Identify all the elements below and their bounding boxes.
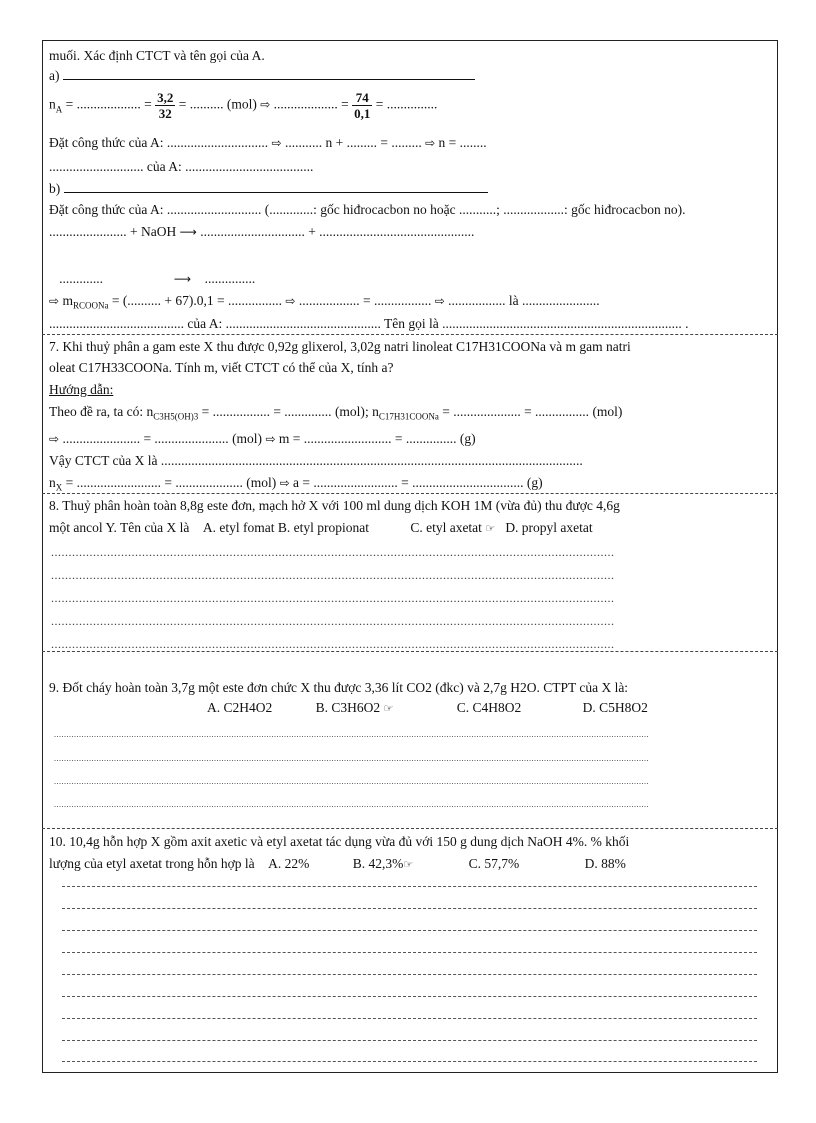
ten-goi-label: Tên gọi là [384,316,439,331]
gram-unit: (g) [526,475,543,490]
fraction-3-2-32 [155,90,175,121]
naoh-row: ....................... + NaOH ⟶ ............................... + .............................................. [49,224,475,239]
frac-den: 0,1 [354,106,371,121]
answer-line [62,1040,757,1041]
n-eq: n = [438,135,457,150]
answer-dots: ................................................................................................................................................................. [51,568,615,582]
ten-row: ............................ của A: ...................................... [49,159,314,174]
m-eq: m = [278,431,301,446]
section-divider [42,651,778,652]
q10-option-c: C. 57,7% [468,856,520,871]
q10-line-2 [49,855,626,874]
mol-unit: (mol) [334,404,365,419]
section-divider [42,493,778,494]
answer-line [62,952,757,953]
q7-m-row: ⇨ ....................... = ...................... (mol) ⇨ m = .......................... = ............... (g) [49,431,476,446]
right-arrow-icon: ⟶ [179,225,197,239]
mol-unit: (mol) [592,404,623,419]
answer-dots: ................................................................................................................................................................. [51,545,615,559]
arrow-icon: ⇨ [285,294,296,308]
glixerol-sub: C3H5(OH)3 [153,411,199,422]
answer-line [62,1018,757,1019]
q7-vay-row: Vậy CTCT của X là ............................................................................................................................. [49,453,583,468]
q9-line-1: 9. Đốt cháy hoàn toàn 3,7g một este đơn chức X thu được 3,36 lít CO2 (đkc) và 2,7g H2O. CTPT của X là: [49,680,629,695]
answer-check-icon: ☞ [485,522,496,535]
right-arrow-icon: ⟶ [173,272,192,286]
answer-dots: .............................................................................................................................................................................................................................................. [54,800,649,809]
q9-options [207,699,648,718]
na-row: $n_A$ = ................... = $\frac{3,2}{32}$ = .......... (mol) ⇨ ................... = $\frac{74}{0,1}$ = ............... [49,90,438,121]
answer-dots: .............................................................................................................................................................................................................................................. [54,730,649,739]
answer-line [62,930,757,931]
mol-unit: (mol) [232,431,263,446]
nx-sub: X [55,482,63,493]
la-text: là [508,293,519,308]
q9-option-a: A. C2H4O2 [207,700,273,715]
frac-num: 74 [352,90,372,106]
reaction-row: ............. ⟶ ............... [49,271,256,286]
answer-check-icon: ☞ [383,702,394,715]
vay-label: Vậy CTCT của X là [49,453,158,468]
part-a-label: a) [49,68,60,83]
part-a [49,67,475,85]
answer-line [64,180,488,193]
q10-option-d: D. 88% [584,856,626,871]
q10-prefix: lượng của etyl axetat trong hỗn hợp là [49,856,255,871]
q8-option-d: D. propyl axetat [505,520,593,535]
cua-a: của A: [146,159,182,174]
answer-line [62,974,757,975]
cua-a: của A: [187,316,223,331]
q8-line-2 [49,519,593,538]
ten-goi-row: ........................................ của A: .............................................. Tên gọi là ....................................................................... . [49,316,689,331]
q10-line-1: 10. 10,4g hỗn hợp X gồm axit axetic và etyl axetat tác dụng vừa đủ với 150 g dung dịch NaOH 4%. % khối [49,834,630,849]
intro-line: muối. Xác định CTCT và tên gọi của A. [49,48,265,63]
q8-line-1: 8. Thuỷ phân hoàn toàn 8,8g este đơn, mạch hở X với 100 ml dung dịch KOH 1M (vừa đủ) thu được 4,6g [49,498,620,513]
goc-row: Đặt công thức của A: ............................ (.............: gốc hiđrocacbon no hoặc ...........; ..................: gốc hiđrocacbon no). [49,202,686,217]
fraction-74-0-1 [352,90,372,121]
answer-dots: ................................................................................................................................................................. [51,614,615,628]
theo-de-label: Theo đề ra, ta có: n [49,404,154,419]
answer-check-icon: ☞ [403,858,414,871]
q7-line-1: 7. Khi thuỷ phân a gam este X thu được 0,92g glixerol, 3,02g natri linoleat C17H31COONa và m gam natri [49,339,631,354]
answer-line [62,886,757,887]
answer-dots: ................................................................................................................................................................. [51,637,615,651]
answer-line [62,1061,757,1062]
q7-guide: Hướng dẫn: [49,382,114,397]
q7-nx-row: $n_X$ = ......................... = .................... (mol) ⇨ a = ......................... = ................................. (g) [49,475,543,493]
part-b-label: b) [49,181,61,196]
frac-num: 3,2 [157,90,174,105]
m-label: m [62,293,73,308]
linoleat-sub: C17H31COONa [378,411,439,422]
arrow-icon: ⇨ [265,432,276,446]
q8-option-c: C. etyl axetat [410,520,482,535]
q10-option-b: B. 42,3% [352,856,404,871]
m-row: ⇨ $m_{RCOONa}$ = (.......... + 67).0,1 = ................ ⇨ .................. = ................. ⇨ ................. là ....................... [49,293,600,311]
frac-den: 32 [158,106,172,121]
ct-row: Đặt công thức của A: .............................. ⇨ ........... n + ......... = ......... ⇨ n = ........ [49,135,487,150]
a-eq: a = [293,475,311,490]
q8-option-b: B. etyl propionat [277,520,369,535]
gram-unit: (g) [459,431,476,446]
q9-option-c: C. C4H8O2 [456,700,522,715]
section-divider [42,334,778,335]
q8-option-a: A. etyl fomat [202,520,275,535]
q9-option-b: B. C3H6O2 [315,700,381,715]
m-formula: = (.......... + 67).0,1 = [111,293,225,308]
answer-dots: ................................................................................................................................................................. [51,591,615,605]
answer-dots: .............................................................................................................................................................................................................................................. [54,754,649,763]
dat-ct-label: Đặt công thức của A: [49,135,164,150]
arrow-icon: ⇨ [49,432,60,446]
mol-unit: (mol) [226,96,257,112]
na-sub: A [55,104,63,115]
q8-prefix: một ancol Y. Tên của X là [49,520,190,535]
arrow-icon: ⇨ [271,136,282,150]
q7-theo-de-row: Theo đề ra, ta có: $n_{C3H5(OH)3}$ = ................. = .............. (mol); $n_{C17H31COONa}$ = .................... = ................ (mol) [49,404,623,422]
goc-text-2: gốc hiđrocacbon no). [571,202,686,217]
arrow-icon: ⇨ [279,476,290,490]
q10-option-a: A. 22% [268,856,310,871]
answer-line [62,996,757,997]
naoh-text: + NaOH [130,224,177,239]
q9-option-d: D. C5H8O2 [582,700,648,715]
arrow-icon: ⇨ [434,294,445,308]
part-b [49,180,488,198]
m-sub: RCOONa [72,300,109,311]
q7-line-2: oleat C17H33COONa. Tính m, viết CTCT có thể của X, tính a? [49,360,394,375]
answer-dots: .............................................................................................................................................................................................................................................. [54,777,649,786]
n-plus: n + [325,135,344,150]
section-divider [42,828,778,829]
goc-text-1: gốc hiđrocacbon no hoặc [320,202,456,217]
answer-line [63,67,475,80]
answer-line [62,908,757,909]
mol-unit: (mol) [246,475,277,490]
arrow-icon: ⇨ [49,294,60,308]
arrow-icon: ⇨ [260,97,271,112]
dat-ct-label: Đặt công thức của A: [49,202,164,217]
arrow-icon: ⇨ [425,136,436,150]
